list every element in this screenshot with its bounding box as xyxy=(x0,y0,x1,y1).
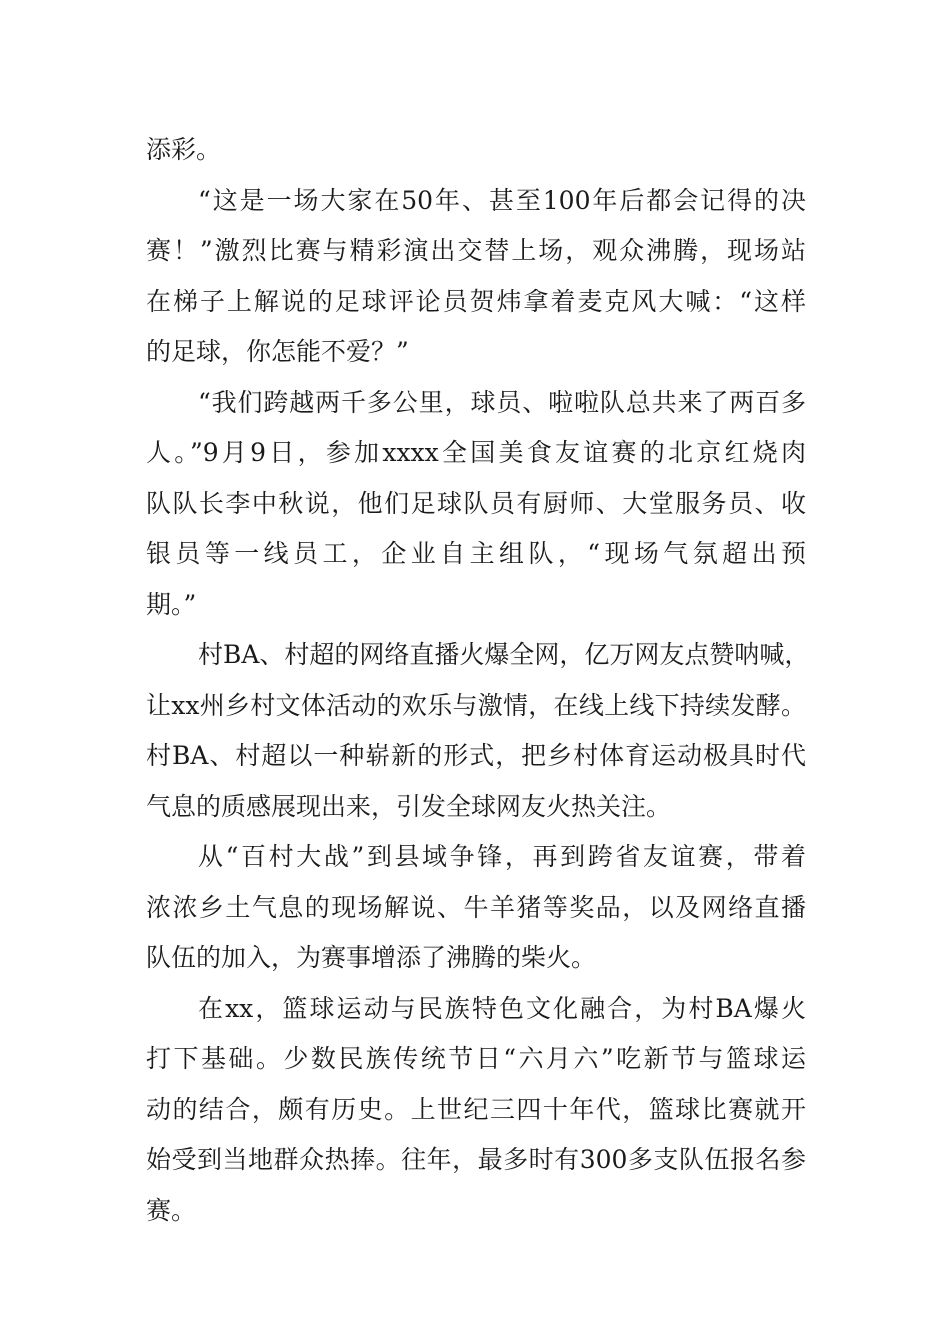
text-line: 从“百村大战”到县域争锋，再到跨省友谊赛，带着 xyxy=(198,842,806,871)
text-line: 打下基础。少数民族传统节日“六月六”吃新节与篮球运 xyxy=(146,1044,806,1073)
text-line: “这是一场大家在50年、甚至100年后都会记得的决 xyxy=(198,185,806,215)
text-line: 赛。 xyxy=(146,1195,197,1225)
article-body xyxy=(146,125,810,1236)
text-line: 在xx，篮球运动与民族特色文化融合，为村BA爆火 xyxy=(198,993,806,1023)
text-line: 赛！”激烈比赛与精彩演出交替上场，观众沸腾，现场站 xyxy=(146,236,806,265)
text-line: 期。” xyxy=(146,589,197,619)
text-line: 动的结合，颇有历史。上世纪三四十年代，篮球比赛就开 xyxy=(146,1094,806,1124)
text-line: 始受到当地群众热捧。往年，最多时有300多支队伍报名参 xyxy=(146,1145,806,1174)
text-line: 村BA、村超以一种崭新的形式，把乡村体育运动极具时代 xyxy=(146,741,806,770)
text-line: “我们跨越两千多公里，球员、啦啦队总共来了两百多 xyxy=(198,387,806,417)
text-line: 村BA、村超的网络直播火爆全网，亿万网友点赞呐喊， xyxy=(198,640,810,669)
text-line: 让xx州乡村文体活动的欢乐与激情，在线上线下持续发酵。 xyxy=(146,690,806,720)
text-line: 队伍的加入，为赛事增添了沸腾的柴火。 xyxy=(146,943,597,972)
text-line: 添彩。 xyxy=(146,135,222,164)
text-line: 队队长李中秋说，他们足球队员有厨师、大堂服务员、收 xyxy=(146,488,806,518)
text-line: 银员等一线员工，企业自主组队，“现场气氛超出预 xyxy=(146,539,806,568)
text-line: 浓浓乡土气息的现场解说、牛羊猪等奖品，以及网络直播 xyxy=(146,892,806,922)
text-line: 在梯子上解说的足球评论员贺炜拿着麦克风大喊：“这样 xyxy=(146,286,806,316)
text-line: 气息的质感展现出来，引发全球网友火热关注。 xyxy=(146,791,672,821)
text-line: 的足球，你怎能不爱？” xyxy=(146,337,409,366)
text-line: 人。”9月9日，参加xxxx全国美食友谊赛的北京红烧肉 xyxy=(146,438,806,467)
